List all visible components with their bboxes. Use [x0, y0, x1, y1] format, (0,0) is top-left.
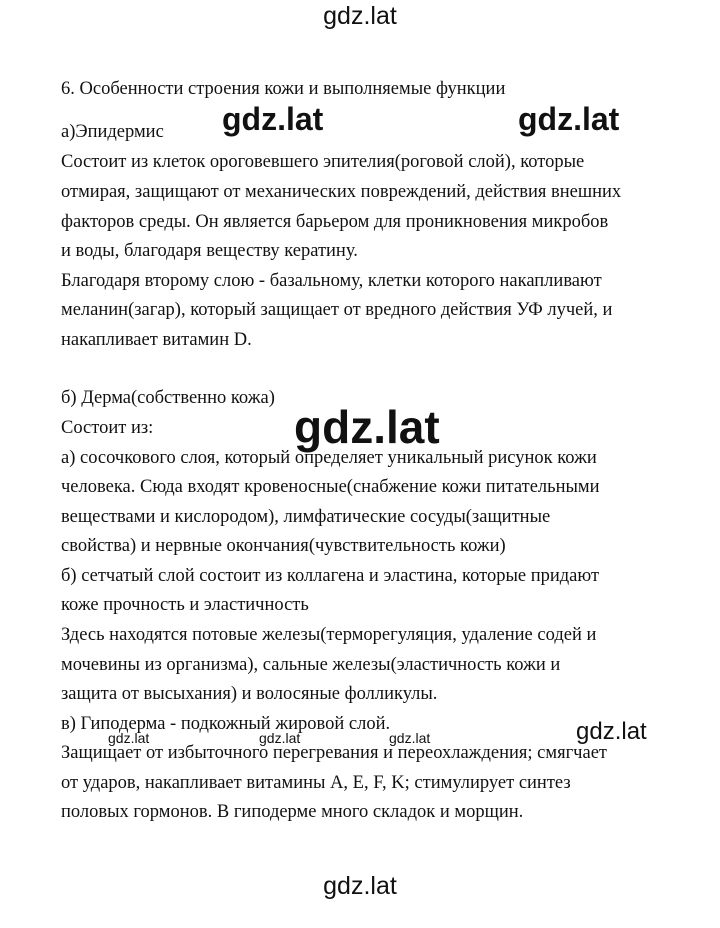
paragraph-line: и воды, благодаря веществу кератину.	[61, 241, 358, 261]
paragraph-line: Защищает от избыточного перегревания и переохлаждения; смягчает	[61, 743, 607, 763]
paragraph-line: половых гормонов. В гиподерме много складок и морщин.	[61, 802, 524, 822]
paragraph-line: Благодаря второму слою - базальному, клетки которого накапливают	[61, 271, 602, 291]
watermark-right-mid: gdz.lat	[576, 718, 647, 745]
watermark-center-big: gdz.lat	[294, 401, 440, 453]
paragraph-line: коже прочность и эластичность	[61, 595, 309, 615]
paragraph-line: человека. Сюда входят кровеносные(снабжение кожи питательными	[61, 477, 600, 497]
watermark-small: gdz.lat	[108, 730, 150, 746]
paragraph-line: мочевины из организма), сальные железы(эластичность кожи и	[61, 655, 561, 675]
watermark-small: gdz.lat	[389, 730, 431, 746]
watermark-bottom: gdz.lat	[323, 872, 397, 900]
paragraph-line: накапливает витамин D.	[61, 330, 252, 350]
paragraph-line: защита от высыхания) и волосяные фолликулы.	[61, 684, 438, 704]
paragraph-line: свойства) и нервные окончания(чувствительность кожи)	[61, 536, 506, 556]
watermark-small: gdz.lat	[259, 730, 301, 746]
derma-heading: б) Дерма(собственно кожа)	[61, 388, 275, 408]
epidermis-heading: а)Эпидермис	[61, 122, 164, 142]
document-title: 6. Особенности строения кожи и выполняемые функции	[61, 79, 506, 99]
paragraph-line: Здесь находятся потовые железы(терморегуляция, удаление содей и	[61, 625, 597, 645]
paragraph-line: от ударов, накапливает витамины A, E, F, K; стимулирует синтез	[61, 773, 571, 793]
paragraph-line: факторов среды. Он является барьером для проникновения микробов	[61, 212, 609, 232]
paragraph-line: а) сосочкового слоя, который определяет уникальный рисунок кожи	[61, 448, 597, 468]
watermark-top: gdz.lat	[323, 2, 397, 30]
watermark-bold-left: gdz.lat	[222, 101, 324, 137]
hypoderm-heading: в) Гиподерма - подкожный жировой слой.	[61, 714, 391, 734]
paragraph-line: отмирая, защищают от механических повреждений, действия внешних	[61, 182, 622, 202]
paragraph-line: б) сетчатый слой состоит из коллагена и эластина, которые придают	[61, 566, 600, 586]
watermark-bold-right: gdz.lat	[518, 101, 620, 137]
paragraph-line: меланин(загар), который защищает от вредного действия УФ лучей, и	[61, 300, 613, 320]
paragraph-line: Состоит из:	[61, 418, 154, 438]
paragraph-line: веществами и кислородом), лимфатические сосуды(защитные	[61, 507, 551, 527]
paragraph-line: Состоит из клеток ороговевшего эпителия(роговой слой), которые	[61, 152, 585, 172]
